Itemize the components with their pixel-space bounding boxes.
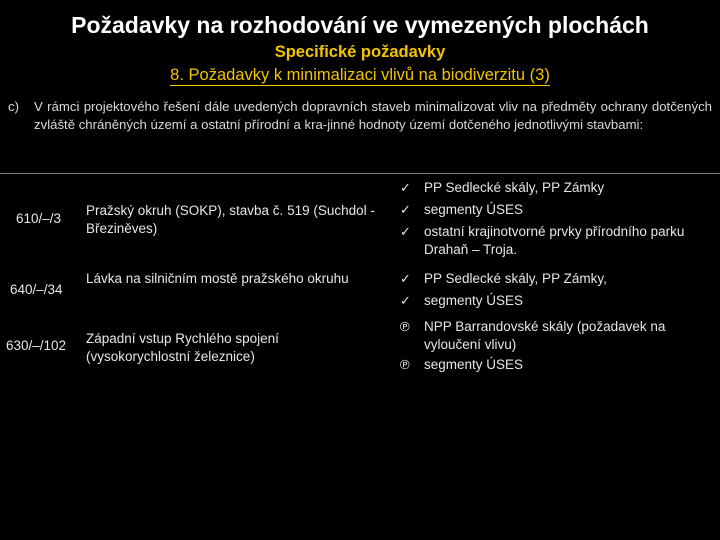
row-code: 640/–/34 [10, 282, 63, 297]
list-item [400, 201, 700, 219]
intro-paragraph [6, 98, 712, 134]
check-icon: ✓ [400, 180, 411, 195]
row-items [400, 179, 700, 259]
check-icon: ✓ [400, 271, 411, 286]
list-item [400, 356, 700, 374]
row-items [400, 270, 700, 310]
row-description: Pražský okruh (SOKP), stavba č. 519 (Suchdol - Březiněves) [86, 203, 375, 236]
list-item [400, 292, 700, 310]
list-item [400, 179, 700, 197]
table-top-rule [0, 173, 720, 174]
list-item [400, 223, 700, 259]
item-text: PP Sedlecké skály, PP Zámky [424, 180, 605, 195]
row-description: Lávka na silničním mostě pražského okruhu [86, 271, 349, 286]
list-item [400, 270, 700, 288]
row-code: 630/–/102 [6, 338, 67, 353]
list-item [400, 318, 700, 354]
paragraph-icon: ℗ [400, 357, 410, 372]
slide-title: Požadavky na rozhodování ve vymezených plochách [71, 12, 649, 38]
item-text: segmenty ÚSES [424, 357, 524, 372]
row-code: 610/–/3 [16, 211, 62, 226]
item-text: segmenty ÚSES [424, 202, 524, 217]
intro-text: V rámci projektového řešení dále uvedených dopravních staveb minimalizovat vliv na předměty ochrany dotčených zvláště chráněných území a ostatní přírodní a kra-jinné hodnoty území dotčeného jednotlivými stavbami: [34, 99, 712, 132]
paragraph-icon: ℗ [400, 319, 410, 334]
section-heading-text: 8. Požadavky k minimalizaci vlivů na biodiverzitu (3) [170, 66, 550, 84]
slide-subtitle: Specifické požadavky [274, 43, 446, 61]
item-text: ostatní krajinotvorné prvky přírodního parku Drahaň – Troja. [424, 224, 685, 257]
row-items [400, 318, 700, 374]
check-icon: ✓ [400, 224, 411, 239]
check-icon: ✓ [400, 293, 411, 308]
item-text: segmenty ÚSES [424, 293, 524, 308]
row-description: Západní vstup Rychlého spojení (vysokorychlostní železnice) [86, 331, 279, 364]
item-text: PP Sedlecké skály, PP Zámky, [424, 271, 607, 286]
intro-marker: c) [8, 99, 19, 114]
slide-section-heading [0, 66, 720, 85]
item-text: NPP Barrandovské skály (požadavek na vyloučení vlivu) [424, 319, 666, 352]
check-icon: ✓ [400, 202, 411, 217]
